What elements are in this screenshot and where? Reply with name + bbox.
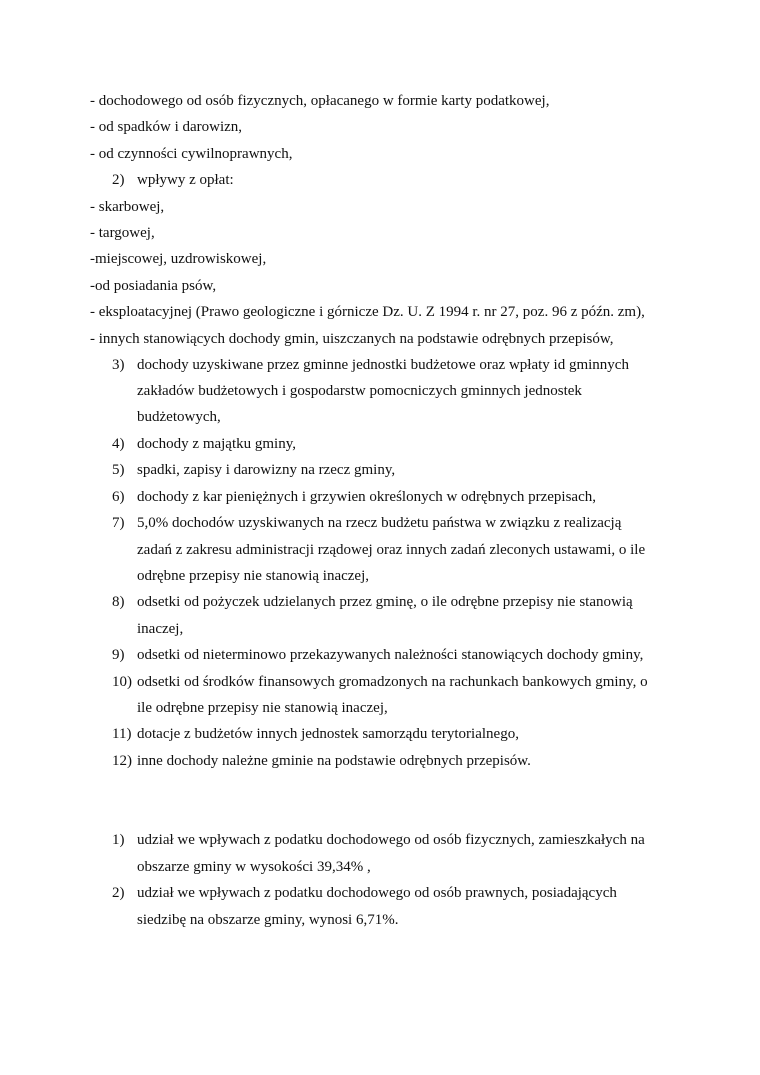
list-item-text: inaczej,	[137, 621, 184, 637]
list-number: 5)	[112, 462, 125, 478]
intro-line: - od czynności cywilnoprawnych,	[90, 146, 293, 162]
list-item-text: dochody z majątku gminy,	[137, 436, 296, 452]
list-number: 2)	[112, 885, 125, 901]
fee-line: -od posiadania psów,	[90, 278, 217, 294]
list-item-text: odrębne przepisy nie stanowią inaczej,	[137, 568, 369, 584]
list-item-text: budżetowych,	[137, 409, 221, 425]
list-item-text: dochody z kar pieniężnych i grzywien określonych w odrębnych przepisach,	[137, 489, 597, 505]
list-number: 2)	[112, 172, 125, 188]
intro-line: - od spadków i darowizn,	[90, 119, 243, 135]
list-item-text: udział we wpływach z podatku dochodowego od osób fizycznych, zamieszkałych na	[137, 832, 645, 848]
list-number: 8)	[112, 594, 125, 610]
fee-line: - eksploatacyjnej (Prawo geologiczne i górnicze Dz. U. Z 1994 r. nr 27, poz. 96 z późn. zm),	[90, 304, 645, 320]
list-number: 10)	[112, 674, 132, 690]
list-item-text: udział we wpływach z podatku dochodowego od osób prawnych, posiadających	[137, 885, 617, 901]
list-item-text: obszarze gminy w wysokości 39,34% ,	[137, 859, 371, 875]
list-item-text: inne dochody należne gminie na podstawie odrębnych przepisów.	[137, 753, 531, 769]
intro-line: - dochodowego od osób fizycznych, opłacanego w formie karty podatkowej,	[90, 93, 550, 109]
list-number: 11)	[112, 726, 132, 742]
list-item-text: zadań z zakresu administracji rządowej oraz innych zadań zleconych ustawami, o ile	[137, 542, 646, 558]
list-item-text: odsetki od pożyczek udzielanych przez gminę, o ile odrębne przepisy nie stanowią	[137, 594, 633, 610]
fee-line: - skarbowej,	[90, 199, 165, 215]
list-item-text: spadki, zapisy i darowizny na rzecz gminy,	[137, 462, 396, 478]
list-number: 4)	[112, 436, 125, 452]
list-item-text: ile odrębne przepisy nie stanowią inaczej,	[137, 700, 388, 716]
list-number: 9)	[112, 647, 125, 663]
list-item-text: odsetki od środków finansowych gromadzonych na rachunkach bankowych gminy, o	[137, 674, 648, 690]
list-item-text: dochody uzyskiwane przez gminne jednostki budżetowe oraz wpłaty id gminnych	[137, 357, 629, 373]
list-number: 3)	[112, 357, 125, 373]
list-number: 12)	[112, 753, 132, 769]
list-item-text: wpływy z opłat:	[137, 172, 234, 188]
list-number: 6)	[112, 489, 125, 505]
list-item-text: zakładów budżetowych i gospodarstw pomocniczych gminnych jednostek	[137, 383, 582, 399]
list-item-text: dotacje z budżetów innych jednostek samorządu terytorialnego,	[137, 726, 519, 742]
fee-line: - innych stanowiących dochody gmin, uiszczanych na podstawie odrębnych przepisów,	[90, 331, 614, 347]
list-item-text: 5,0% dochodów uzyskiwanych na rzecz budżetu państwa w związku z realizacją	[137, 515, 622, 531]
fee-line: - targowej,	[90, 225, 155, 241]
list-number: 7)	[112, 515, 125, 531]
list-item-text: siedzibę na obszarze gminy, wynosi 6,71%.	[137, 912, 399, 928]
list-number: 1)	[112, 832, 125, 848]
fee-line: -miejscowej, uzdrowiskowej,	[90, 251, 267, 267]
list-item-text: odsetki od nieterminowo przekazywanych należności stanowiących dochody gminy,	[137, 647, 644, 663]
